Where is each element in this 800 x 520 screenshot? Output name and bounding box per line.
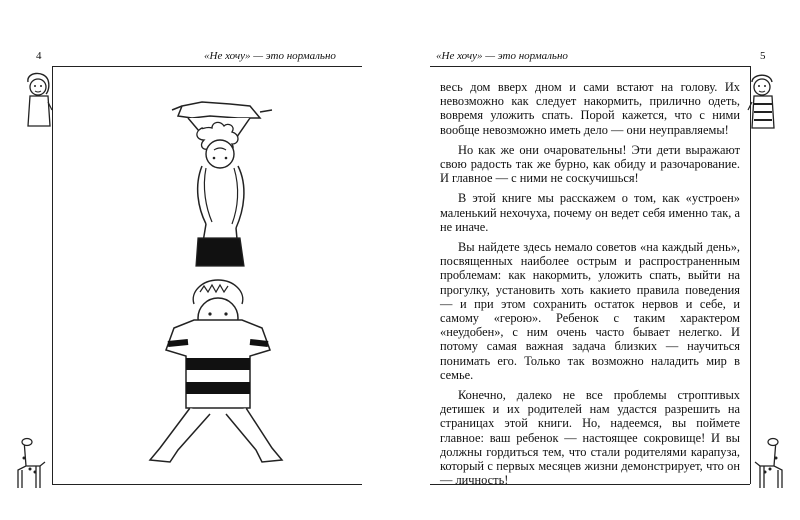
peeking-girl-illustration xyxy=(22,70,56,136)
left-running-head: «Не хочу» — это нормально xyxy=(204,50,336,62)
paragraph: весь дом вверх дном и сами встают на голову. Их невозможно как следует накормить, прилично одеть, вовремя уложить спать. Порой кажется, что с ними вообще невозможно иметь дело — они неуправляемы! xyxy=(440,80,740,137)
paragraph: В этой книге мы расскажем о том, как «устроен» маленький нехочуха, почему он ведет себя именно так, а не иначе. xyxy=(440,191,740,234)
paragraph: Конечно, далеко не все проблемы строптивых детишек и их родителей нам удастся разрешить на страницах этой книги. Но, надеемся, вы поймете главное: ваш ребенок — настоящее сокровище! И вы должны гордиться тем, что стали родителями карапуза, который с первых месяцев жизни демонстрирует, что он — личность! xyxy=(440,388,740,488)
left-page-number: 4 xyxy=(36,50,42,62)
right-running-head: «Не хочу» — это нормально xyxy=(436,50,568,62)
right-header-rule xyxy=(430,66,750,67)
acrobat-children-svg xyxy=(110,88,320,468)
giraffe-svg xyxy=(750,436,790,492)
left-bottom-rule xyxy=(52,484,362,485)
paragraph: Но как же они очаровательны! Эти дети выражают свою радость так же бурно, как обиду и разочарование. И главное — с ними не соскучишься! xyxy=(440,142,740,186)
giraffe-svg xyxy=(10,436,50,492)
giraffe-illustration xyxy=(750,436,790,492)
right-page-body xyxy=(440,80,740,493)
peeking-boy-svg xyxy=(744,70,778,136)
right-page-number: 5 xyxy=(760,50,766,62)
right-page xyxy=(400,0,800,520)
acrobat-children-illustration xyxy=(110,88,320,468)
paragraph: Вы найдете здесь немало советов «на каждый день», посвященных наиболее острым и распространенным проблемам: как накормить, уложить спать, выйти на прогулку, установить хоть какието правила поведения — и при этом сохранить остаток нервов и себе, и самому «герою». Ребенок с таким характером «неудобен», с ним очень часто бывает нелегко. И потому самая важная задача близких — научиться понимать его. Только так возможно наладить мир в семье. xyxy=(440,240,740,382)
giraffe-illustration xyxy=(10,436,50,492)
peeking-girl-svg xyxy=(22,70,56,136)
peeking-boy-illustration xyxy=(744,70,778,136)
left-header-rule xyxy=(52,66,362,67)
